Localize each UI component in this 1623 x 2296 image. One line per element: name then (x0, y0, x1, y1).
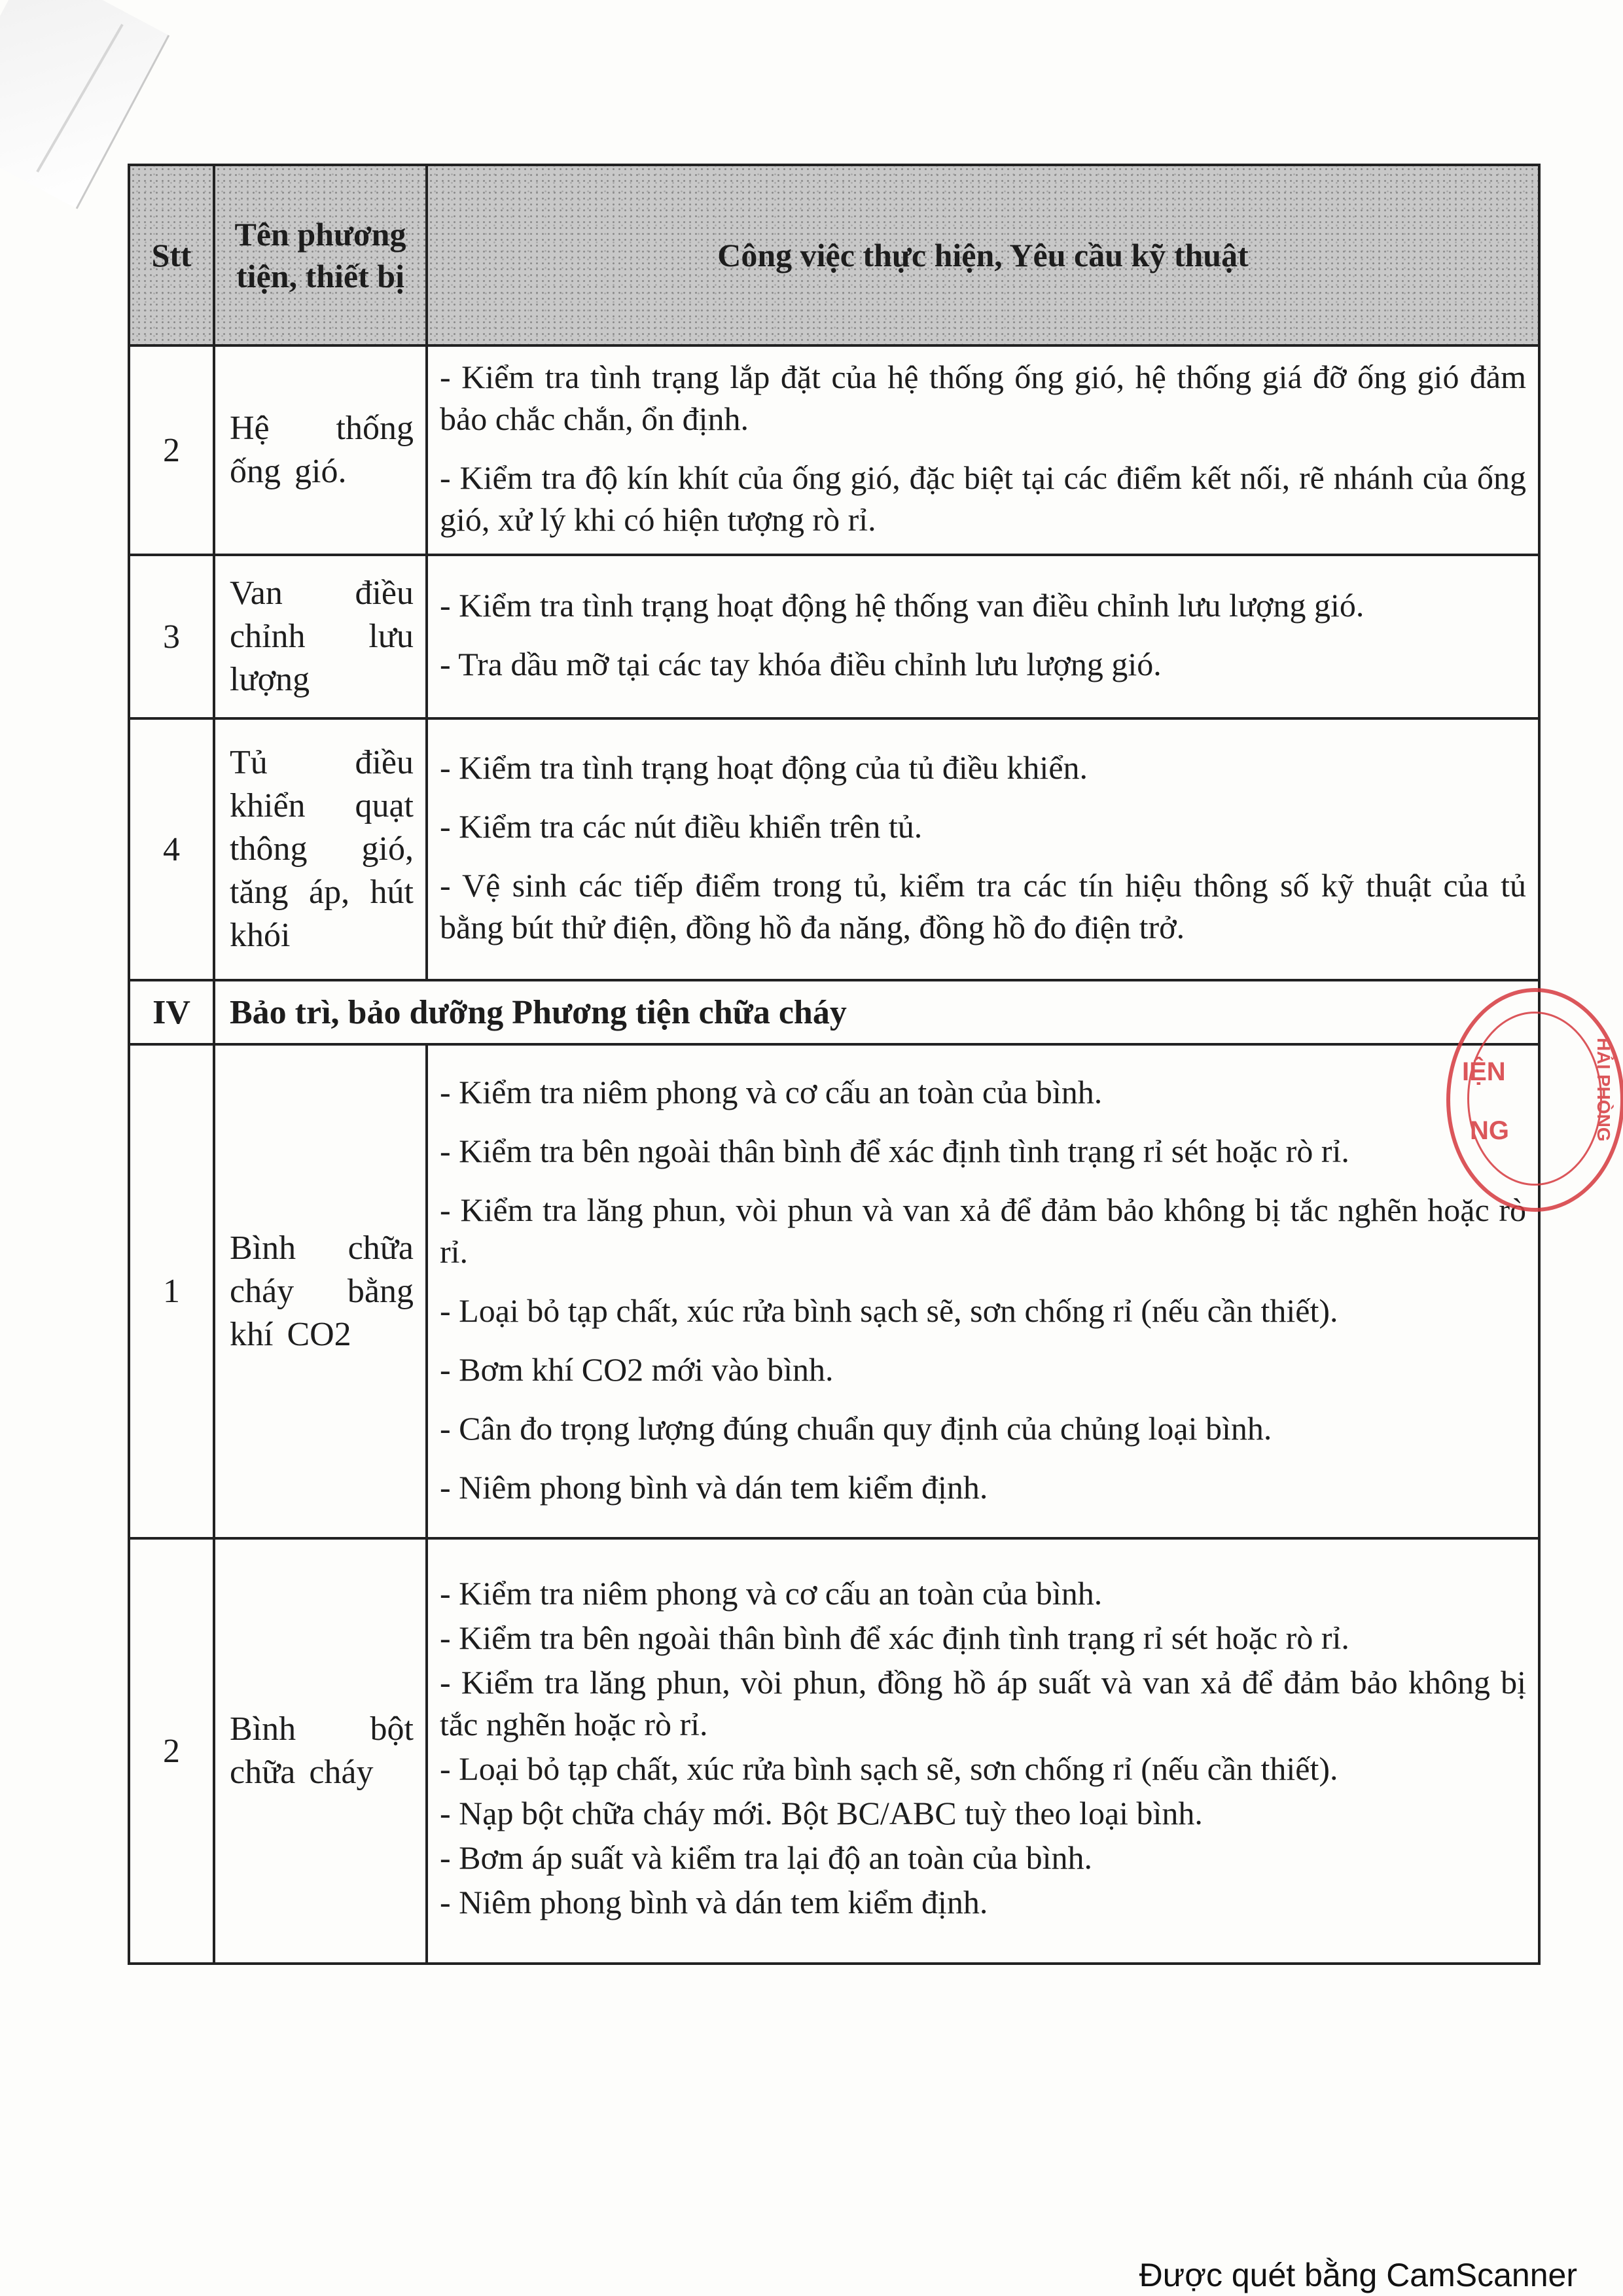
table-row (129, 718, 1539, 980)
work-item: - Kiểm tra tình trạng hoạt động hệ thống van điều chỉnh lưu lượng gió. (440, 587, 1364, 624)
section-title: Bảo trì, bảo dưỡng Phương tiện chữa cháy (214, 980, 1539, 1044)
work-item: - Kiểm tra tình trạng lắp đặt của hệ thống ống gió, hệ thống giá đỡ ống gió đảm bảo chắc chắn, ổn định. (440, 359, 1526, 437)
table-row (129, 345, 1539, 555)
row-equipment-name: Hệ thống ống gió. (214, 345, 427, 555)
work-item: - Kiểm tra các nút điều khiển trên tủ. (440, 808, 923, 845)
work-item: - Loại bỏ tạp chất, xúc rửa bình sạch sẽ, sơn chống rỉ (nếu cần thiết). (440, 1750, 1338, 1787)
stamp-arc-text: HẢI PHÒNG (1594, 1038, 1614, 1142)
work-item: - Kiểm tra niêm phong và cơ cấu an toàn của bình. (440, 1073, 1103, 1110)
row-stt: 2 (129, 1538, 214, 1964)
row-stt: 1 (129, 1044, 214, 1538)
row-equipment-name: Bình chữa cháy bằng khí CO2 (214, 1044, 427, 1538)
work-item: - Loại bỏ tạp chất, xúc rửa bình sạch sẽ, sơn chống rỉ (nếu cần thiết). (440, 1292, 1338, 1329)
row-equipment-name: Bình bột chữa cháy (214, 1538, 427, 1964)
table-row (129, 555, 1539, 718)
header-name: Tên phương tiện, thiết bị (214, 165, 427, 345)
work-item: - Kiểm tra niêm phong và cơ cấu an toàn của bình. (440, 1575, 1103, 1612)
scanner-watermark: Được quét bằng CamScanner (1139, 2257, 1577, 2293)
work-item: - Kiểm tra lăng phun, vòi phun và van xả để đảm bảo không bị tắc nghẽn hoặc rò rỉ. (440, 1191, 1526, 1270)
section-row (129, 980, 1539, 1044)
work-item: - Kiểm tra lăng phun, vòi phun, đồng hồ áp suất và van xả để đảm bảo không bị tắc nghẽn hoặc rò rỉ. (440, 1664, 1526, 1742)
work-item: - Niêm phong bình và dán tem kiểm định. (440, 1884, 988, 1920)
maintenance-table (128, 164, 1541, 1965)
work-item: - Kiểm tra tình trạng hoạt động của tủ điều khiển. (440, 749, 1088, 786)
row-stt: 2 (129, 345, 214, 555)
table-row (129, 1538, 1539, 1964)
row-stt: 3 (129, 555, 214, 718)
stamp-text-line1: IỆN (1462, 1057, 1506, 1086)
row-work-description (427, 718, 1539, 980)
table-header-row (129, 165, 1539, 345)
table-row (129, 1044, 1539, 1538)
section-number: IV (129, 980, 214, 1044)
row-stt: 4 (129, 718, 214, 980)
work-item: - Kiểm tra độ kín khít của ống gió, đặc biệt tại các điểm kết nối, rẽ nhánh của ống gió, xử lý khi có hiện tượng rò rỉ. (440, 459, 1526, 538)
header-work: Công việc thực hiện, Yêu cầu kỹ thuật (427, 165, 1539, 345)
work-item: - Kiểm tra bên ngoài thân bình để xác định tình trạng rỉ sét hoặc rò rỉ. (440, 1132, 1349, 1169)
row-work-description (427, 1044, 1539, 1538)
stamp-text-line2: NG (1470, 1116, 1509, 1145)
row-equipment-name: Van điều chỉnh lưu lượng (214, 555, 427, 718)
row-work-description (427, 345, 1539, 555)
red-seal-stamp (1446, 988, 1623, 1212)
work-item: - Kiểm tra bên ngoài thân bình để xác định tình trạng rỉ sét hoặc rò rỉ. (440, 1619, 1349, 1656)
work-item: - Vệ sinh các tiếp điểm trong tủ, kiểm tra các tín hiệu thông số kỹ thuật của tủ bằng bút thử điện, đồng hồ đa năng, đồng hồ đo điện trở. (440, 867, 1526, 945)
stamp-inner-ring (1467, 1012, 1602, 1186)
work-item: - Tra dầu mỡ tại các tay khóa điều chỉnh lưu lượng gió. (440, 646, 1162, 682)
work-item: - Niêm phong bình và dán tem kiểm định. (440, 1468, 988, 1506)
row-work-description (427, 555, 1539, 718)
header-stt: Stt (129, 165, 214, 345)
work-item: - Bơm áp suất và kiểm tra lại độ an toàn của bình. (440, 1839, 1092, 1876)
row-equipment-name: Tủ điều khiển quạt thông gió, tăng áp, hút khói (214, 718, 427, 980)
work-item: - Bơm khí CO2 mới vào bình. (440, 1351, 834, 1388)
row-work-description (427, 1538, 1539, 1964)
work-item: - Nạp bột chữa cháy mới. Bột BC/ABC tuỳ theo loại bình. (440, 1795, 1203, 1831)
work-item: - Cân đo trọng lượng đúng chuẩn quy định của chủng loại bình. (440, 1409, 1272, 1447)
